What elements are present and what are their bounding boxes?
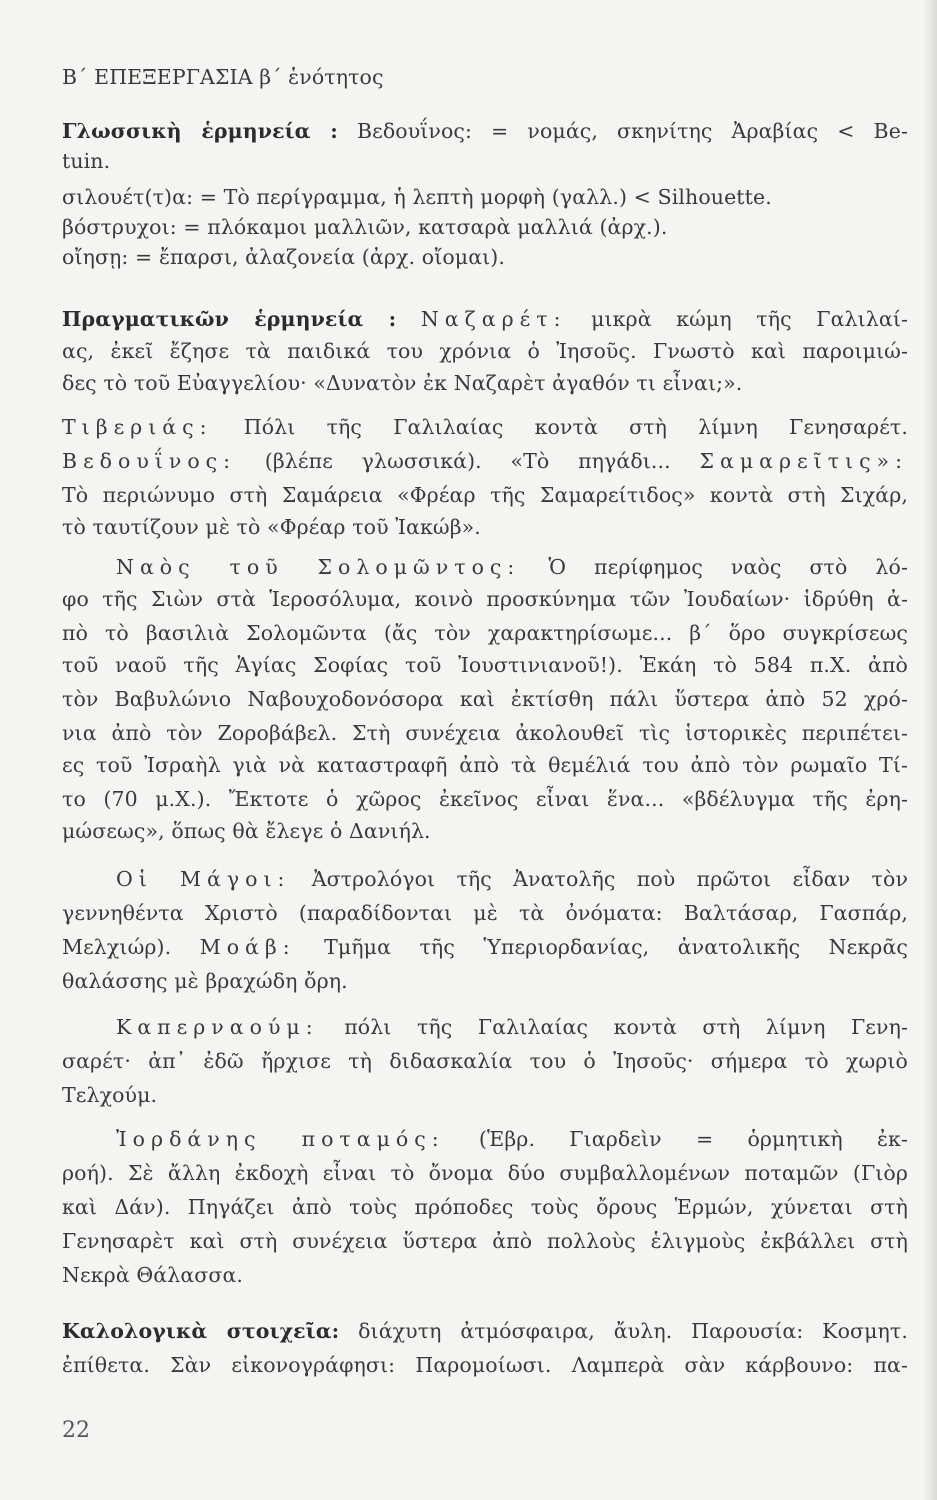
pragmatikon-line-23: Τελχούμ. — [62, 1083, 158, 1107]
pragmatikon-line-9: φο τῆς Σιὼν στὰ Ἱεροσόλυμα, κοινὸ προσκύνημα τῶν Ἰουδαίων· ἱδρύθη ἀ- — [62, 587, 908, 611]
term-kapernaoum: Καπερναούμ: — [116, 1015, 319, 1039]
pragmatikon-line-19 — [62, 932, 908, 962]
pragmatikon-line-28: Νεκρὰ Θάλασσα. — [62, 1263, 244, 1287]
pragmatikon-line-16: μώσεως», ὅπως θὰ ἔλεγε ὁ Δανιήλ. — [62, 819, 431, 843]
term-magoi: Οἱ Μάγοι: — [116, 867, 291, 891]
pragmatikon-line-18: γεννηθέντα Χριστὸ (παραδίδονται μὲ τὰ ὀνόματα: Βαλτάσαρ, Γασπάρ, — [62, 901, 908, 925]
section-header: Β΄ ΕΠΕΞΕΡΓΑΣΙΑ β΄ ἑνότητος — [62, 65, 384, 89]
kalologika-line-2: ἐπίθετα. Σὰν εἰκονογράφησι: Παρομοίωσι. Λαμπερὰ σὰν κάρβουνο: πα- — [62, 1353, 908, 1377]
pragmatikon-line-6: Τὸ περιώνυμο στὴ Σαμάρεια «Φρέαρ τῆς Σαμαρείτιδος» κοντὰ στὴ Σιχάρ, — [62, 483, 908, 507]
glossiki-text: Βεδουΐνος: = νομάς, σκηνίτης Ἀραβίας < Be- — [356, 119, 908, 143]
pragmatikon-line-2: ας, ἐκεῖ ἔζησε τὰ παιδικά του χρόνια ὁ Ἰησοῦς. Γνωστὸ καὶ παροιμιώ- — [62, 339, 908, 363]
kalologika-line-1 — [62, 1316, 908, 1346]
pragmatikon-line-24 — [62, 1124, 908, 1154]
term-text: πόλι τῆς Γαλιλαίας κοντὰ στὴ λίμνη Γενη- — [344, 1015, 908, 1039]
term-samaritis: Σαμαρεῖτις»: — [699, 449, 909, 473]
term-iordanis: Ἰορδάνης ποταμός: — [116, 1127, 445, 1151]
term-nazaret: Ναζαρέτ: — [420, 307, 567, 331]
glossiki-label: Γλωσσικὴ ἑρμηνεία : — [62, 119, 338, 143]
term-text: (Ἑβρ. Γιαρδεὶν = ὁρμητικὴ ἐκ- — [478, 1127, 908, 1151]
term-naos: Ναὸς τοῦ Σολομῶντος: — [116, 555, 521, 579]
pragmatikon-line-5 — [62, 446, 908, 476]
pragmatikon-line-25: ροή). Σὲ ἄλλη ἐκδοχὴ εἶναι τὸ ὄνομα δύο συμβαλλομένων ποταμῶν (Γιὸρ — [62, 1161, 908, 1185]
pragmatikon-line-7: τὸ ταυτίζουν μὲ τὸ «Φρέαρ τοῦ Ἰακώβ». — [62, 515, 481, 539]
pragmatikon-line-13: νια ἀπὸ τὸν Ζοροβάβελ. Στὴ συνέχεια ἀκολουθεῖ τὶς ἱστορικὲς περιπέτει- — [62, 721, 908, 745]
glossiki-line-1 — [62, 116, 908, 146]
glossiki-line-4: βόστρυχοι: = πλόκαμοι μαλλιῶν, κατσαρὰ μαλλιά (ἀρχ.). — [62, 215, 668, 239]
pragmatikon-line-26: καὶ Δάν). Πηγάζει ἀπὸ τοὺς πρόποδες τοὺς ὄρους Ἑρμών, χύνεται στὴ — [62, 1195, 908, 1219]
term-text: Τμῆμα τῆς Ὑπεριορδανίας, ἀνατολικῆς Νεκρᾶς — [324, 935, 908, 959]
pragmatikon-line-4 — [62, 412, 908, 442]
term-text: Μελχιώρ). — [62, 935, 172, 959]
pragmatikon-line-12: τὸν Βαβυλώνιο Ναβουχοδονόσορα καὶ ἐκτίσθη πάλι ὕστερα ἀπὸ 52 χρό- — [62, 687, 908, 711]
pragmatikon-line-20: θαλάσσης μὲ βραχώδη ὄρη. — [62, 969, 348, 993]
term-text: Ὁ περίφημος ναὸς στὸ λό- — [548, 555, 908, 579]
term-tiberias: Τιβεριάς: — [62, 415, 213, 439]
term-text: (βλέπε γλωσσικά). «Τὸ πηγάδι... — [264, 449, 671, 473]
glossiki-line-5: οἴησῃ: = ἔπαρσι, ἀλαζονεία (ἀρχ. οἴομαι). — [62, 245, 505, 269]
page-edge-shadow — [923, 0, 937, 1500]
pragmatikon-line-14: ες τοῦ Ἰσραὴλ γιὰ νὰ καταστραφῆ ἀπὸ τὰ θεμέλιά του ἀπὸ τὸν ρωμαῖο Τί- — [62, 753, 908, 777]
kalologika-label: Καλολογικὰ στοιχεῖα: — [62, 1319, 340, 1343]
term-bedouin: Βεδουΐνος: — [62, 449, 237, 473]
term-text: μικρὰ κώμη τῆς Γαλιλαί- — [591, 307, 908, 331]
kalologika-text: διάχυτη ἀτμόσφαιρα, ἄυλη. Παρουσία: Κοσμητ. — [358, 1319, 908, 1343]
pragmatikon-line-8 — [62, 552, 908, 582]
pragmatikon-line-15: το (70 μ.Χ.). Ἔκτοτε ὁ χῶρος ἐκεῖνος εἶναι ἕνα... «βδέλυγμα τῆς ἐρη- — [62, 787, 908, 811]
glossiki-line-3: σιλουέτ(τ)α: = Τὸ περίγραμμα, ἡ λεπτὴ μορφὴ (γαλλ.) < Silhouette. — [62, 185, 772, 209]
pragmatikon-line-3: δες τὸ τοῦ Εὐαγγελίου· «Δυνατὸν ἐκ Ναζαρὲτ ἀγαθόν τι εἶναι;». — [62, 371, 743, 395]
pragmatikon-line-27: Γενησαρὲτ καὶ στὴ συνέχεια ὕστερα ἀπὸ πολλοὺς ἑλιγμοὺς ἐκβάλλει στὴ — [62, 1229, 908, 1253]
pragmatikon-line-22: σαρέτ· ἀπ᾽ ἐδῶ ἤρχισε τὴ διδασκαλία του ὁ Ἰησοῦς· σήμερα τὸ χωριὸ — [62, 1049, 908, 1073]
term-moav: Μοάβ: — [199, 935, 296, 959]
pragmatikon-line-21 — [62, 1012, 908, 1042]
term-text: Πόλι τῆς Γαλιλαίας κοντὰ στὴ λίμνη Γενησαρέτ. — [243, 415, 908, 439]
page-number: 22 — [62, 1418, 90, 1443]
pragmatikon-line-1 — [62, 304, 908, 334]
term-text: Ἀστρολόγοι τῆς Ἀνατολῆς ποὺ πρῶτοι εἶδαν τὸν — [311, 867, 909, 891]
pragmatikon-line-10: πὸ τὸ βασιλιὰ Σολομῶντα (ἄς τὸν χαρακτηρίσωμε... β΄ ὅρο συγκρίσεως — [62, 621, 908, 645]
pragmatikon-line-17 — [62, 864, 908, 894]
pragmatikon-label: Πραγματικῶν ἑρμηνεία : — [62, 307, 397, 331]
glossiki-line-2: tuin. — [62, 149, 111, 173]
pragmatikon-line-11: τοῦ ναοῦ τῆς Ἁγίας Σοφίας τοῦ Ἰουστινιανοῦ!). Ἐκάη τὸ 584 π.Χ. ἀπὸ — [62, 653, 908, 677]
